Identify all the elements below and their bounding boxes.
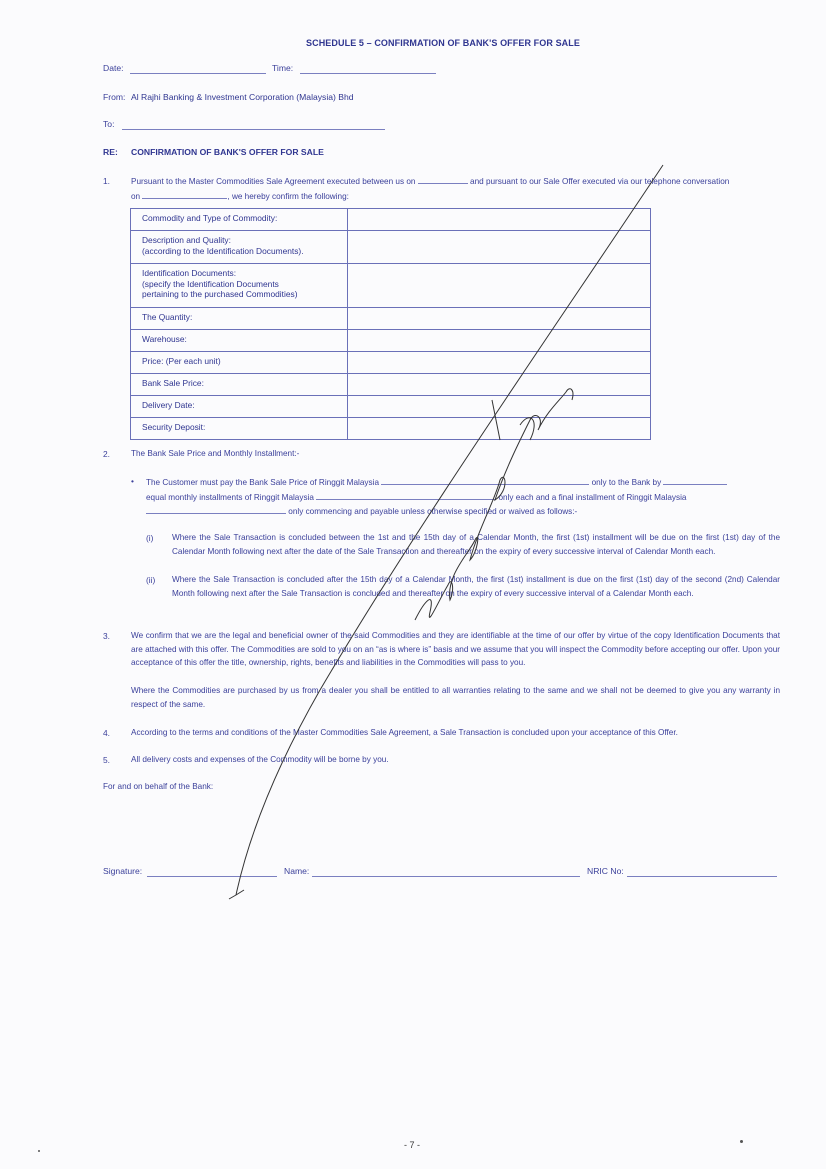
signature-label: Signature: — [103, 866, 143, 876]
monthly-installment-field[interactable] — [316, 490, 496, 500]
time-label: Time: — [272, 63, 294, 73]
table-row — [131, 209, 651, 231]
table-row — [131, 352, 651, 374]
to-label: To: — [103, 119, 115, 129]
section-3-text: We confirm that we are the legal and beneficial owner of the said Commodities and they are identifiable at the time of our offer by virtue of the copy Identification Documents that are attached with this offer. The Commodities are sold to you on an “as is where is” basis and we assume that you will inspect the Commodity before accepting our offer. Upon your acceptance of this offer the title, ownership, rights, benefits and liabilities in the Commodities will pass to you. — [131, 631, 780, 668]
time-field[interactable] — [300, 64, 436, 74]
section-2-number: 2. — [103, 449, 110, 459]
name-field[interactable] — [312, 875, 580, 877]
table-label: Commodity and Type of Commodity: — [131, 209, 348, 231]
table-label: The Quantity: — [131, 308, 348, 330]
section-5-number: 5. — [103, 755, 110, 765]
table-value-cell[interactable] — [348, 374, 651, 396]
speck-mark — [740, 1140, 743, 1143]
clause-i-text: Where the Sale Transaction is concluded between the 1st and the 15th day of a Calendar Month, the first (1st) installment will be due on the first (1st) day of the Calendar Month following next after the date of the Sale Transaction and thereafter on the expiry of every successive interval of Calendar Month each. — [172, 533, 780, 556]
agreement-date-field[interactable] — [418, 174, 468, 184]
section-1-text-c: on — [131, 191, 141, 201]
nric-field[interactable] — [627, 875, 777, 877]
section-5-text: All delivery costs and expenses of the Commodity will be borne by you. — [131, 755, 389, 764]
table-label: Description and Quality: (according to the Identification Documents). — [131, 231, 348, 264]
installment-count-field[interactable] — [663, 475, 727, 485]
re-label: RE: — [103, 147, 118, 157]
table-value-cell[interactable] — [348, 352, 651, 374]
clause-i-number: (i) — [146, 533, 154, 543]
section-1-number: 1. — [103, 176, 110, 186]
section-1-text — [131, 174, 781, 203]
signature-field[interactable] — [147, 875, 277, 877]
table-label: Identification Documents: (specify the Identification Documents pertaining to the purchased Commodities) — [131, 264, 348, 308]
section-1-text-d: , we hereby confirm the following: — [227, 191, 349, 201]
from-value: Al Rajhi Banking & Investment Corporation (Malaysia) Bhd — [131, 92, 354, 102]
clause-ii-text: Where the Sale Transaction is concluded after the 15th day of a Calendar Month, the first (1st) installment is due on the first (1st) day of the second (2nd) Calendar Month following next after the Sale Transaction is concluded and thereafter on the expiry of every successive interval of a Calendar Month each. — [172, 575, 780, 598]
section-2-heading: The Bank Sale Price and Monthly Installment:- — [131, 449, 300, 458]
table-value-cell[interactable] — [348, 209, 651, 231]
table-label: Delivery Date: — [131, 396, 348, 418]
section-2-bullet: • — [131, 476, 134, 486]
table-value-cell[interactable] — [348, 396, 651, 418]
section-3-text-2: Where the Commodities are purchased by us from a dealer you shall be entitled to all warranties relating to the same and we shall not be deemed to give you any warranty in respect of the same. — [131, 686, 780, 709]
page-number: - 7 - — [404, 1140, 421, 1150]
section-4-number: 4. — [103, 728, 110, 738]
table-row — [131, 418, 651, 440]
table-row — [131, 396, 651, 418]
offer-date-field[interactable] — [142, 189, 227, 199]
section-3-number: 3. — [103, 631, 110, 641]
table-label: Security Deposit: — [131, 418, 348, 440]
clause-ii-number: (ii) — [146, 575, 156, 585]
table-value-cell[interactable] — [348, 418, 651, 440]
section-4-text: According to the terms and conditions of the Master Commodities Sale Agreement, a Sale Transaction is concluded upon your acceptance of this Offer. — [131, 728, 678, 737]
final-installment-field[interactable] — [146, 504, 286, 514]
section-1-text-b: and pursuant to our Sale Offer executed via our telephone conversation — [470, 177, 730, 186]
table-row — [131, 308, 651, 330]
table-label: Warehouse: — [131, 330, 348, 352]
table-label: Price: (Per each unit) — [131, 352, 348, 374]
from-label: From: — [103, 92, 126, 102]
table-row — [131, 264, 651, 308]
table-value-cell[interactable] — [348, 330, 651, 352]
bullet-text-3: equal monthly installments of Ringgit Malaysia — [146, 492, 314, 502]
table-label: Bank Sale Price: — [131, 374, 348, 396]
bullet-text-2: only to the Bank by — [591, 478, 662, 487]
date-field[interactable] — [130, 64, 266, 74]
name-label: Name: — [284, 866, 310, 876]
table-row — [131, 231, 651, 264]
table-value-cell[interactable] — [348, 231, 651, 264]
date-label: Date: — [103, 63, 124, 73]
section-2-bullet-text — [146, 475, 780, 519]
page-title: SCHEDULE 5 – CONFIRMATION OF BANK'S OFFER FOR SALE — [306, 38, 580, 48]
bank-sale-price-field[interactable] — [381, 475, 589, 485]
to-field[interactable] — [122, 120, 385, 130]
speck-mark — [38, 1150, 40, 1152]
re-value: CONFIRMATION OF BANK'S OFFER FOR SALE — [131, 147, 324, 157]
bullet-text-1: The Customer must pay the Bank Sale Price of Ringgit Malaysia — [146, 478, 379, 487]
nric-label: NRIC No: — [587, 866, 624, 876]
table-row — [131, 374, 651, 396]
section-1-text-a: Pursuant to the Master Commodities Sale Agreement executed between us on — [131, 177, 416, 186]
commodity-table — [130, 208, 651, 440]
bullet-text-5: only commencing and payable unless otherwise specified or waived as follows:- — [288, 507, 578, 517]
table-value-cell[interactable] — [348, 264, 651, 308]
table-value-cell[interactable] — [348, 308, 651, 330]
table-row — [131, 330, 651, 352]
bullet-text-4: only each and a final installment of Ringgit Malaysia — [498, 492, 687, 502]
on-behalf-label: For and on behalf of the Bank: — [103, 782, 214, 791]
